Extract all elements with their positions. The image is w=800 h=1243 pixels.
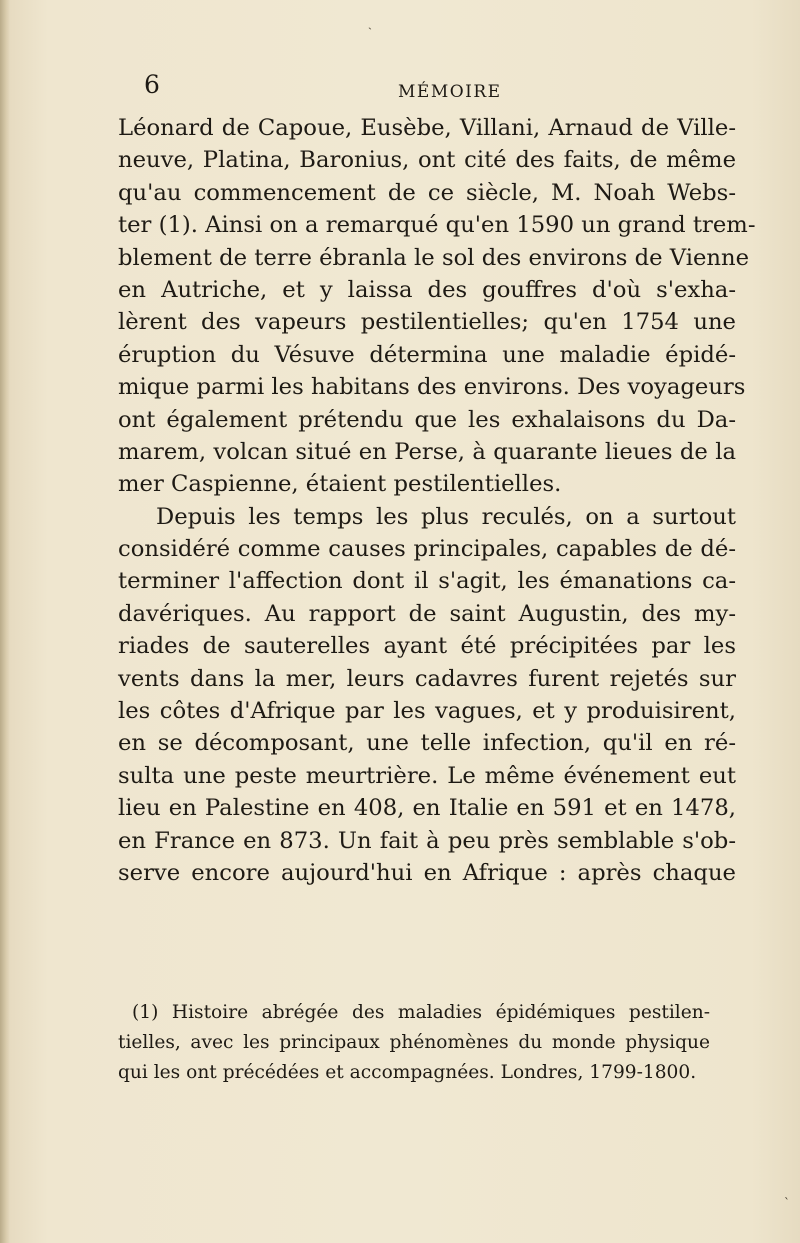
text-line: en France en 873. Un fait à peu près semblable s'ob- xyxy=(118,827,736,854)
running-title: MÉMOIRE xyxy=(398,82,502,102)
page-number: 6 xyxy=(144,70,160,99)
text-line: ter (1). Ainsi on a remarqué qu'en 1590 un grand trem- xyxy=(118,212,756,239)
text-line: considéré comme causes principales, capables de dé- xyxy=(118,536,736,563)
text-line: ont également prétendu que les exhalaisons du Da- xyxy=(118,406,736,433)
page-header xyxy=(130,68,730,108)
text-line: mique parmi les habitans des environs. Des voyageurs xyxy=(118,374,746,401)
text-line: les côtes d'Afrique par les vagues, et y produisirent, xyxy=(118,698,736,725)
text-line: Depuis les temps les plus reculés, on a surtout xyxy=(156,503,736,530)
body-text xyxy=(118,112,756,889)
page-binding-edge xyxy=(0,0,10,1243)
text-line: mer Caspienne, étaient pestilentielles. xyxy=(118,471,562,498)
text-line: terminer l'affection dont il s'agit, les émanations ca- xyxy=(118,568,736,595)
text-line: lèrent des vapeurs pestilentielles; qu'en 1754 une xyxy=(118,309,736,336)
text-line: marem, volcan situé en Perse, à quarante lieues de la xyxy=(118,438,736,465)
text-line: serve encore aujourd'hui en Afrique : après chaque xyxy=(118,859,736,886)
footnote-line: tielles, avec les principaux phénomènes du monde physique xyxy=(118,1032,710,1053)
text-line: en se décomposant, une telle infection, qu'il en ré- xyxy=(118,730,736,757)
text-line: éruption du Vésuve détermina une maladie épidé- xyxy=(118,341,736,368)
text-line: davériques. Au rapport de saint Augustin, des my- xyxy=(118,600,736,627)
text-line: riades de sauterelles ayant été précipitées par les xyxy=(118,633,736,660)
footnote-line: (1) Histoire abrégée des maladies épidémiques pestilen- xyxy=(132,1002,710,1023)
text-line: neuve, Platina, Baronius, ont cité des faits, de même xyxy=(118,147,736,174)
text-line: en Autriche, et y laissa des gouffres d'où s'exha- xyxy=(118,276,736,303)
ink-speck: ˋ xyxy=(784,1196,790,1210)
footnote-line: qui les ont précédées et accompagnées. Londres, 1799-1800. xyxy=(118,1062,697,1083)
footnote xyxy=(118,998,710,1088)
text-line: sulta une peste meurtrière. Le même événement eut xyxy=(118,762,736,789)
ink-speck: ˎ xyxy=(368,16,372,30)
text-line: vents dans la mer, leurs cadavres furent rejetés sur xyxy=(118,665,736,692)
text-line: blement de terre ébranla le sol des environs de Vienne xyxy=(118,244,750,271)
text-line: qu'au commencement de ce siècle, M. Noah Webs- xyxy=(118,179,736,206)
text-line: Léonard de Capoue, Eusèbe, Villani, Arnaud de Ville- xyxy=(118,115,736,141)
text-line: lieu en Palestine en 408, en Italie en 591 et en 1478, xyxy=(118,795,736,822)
